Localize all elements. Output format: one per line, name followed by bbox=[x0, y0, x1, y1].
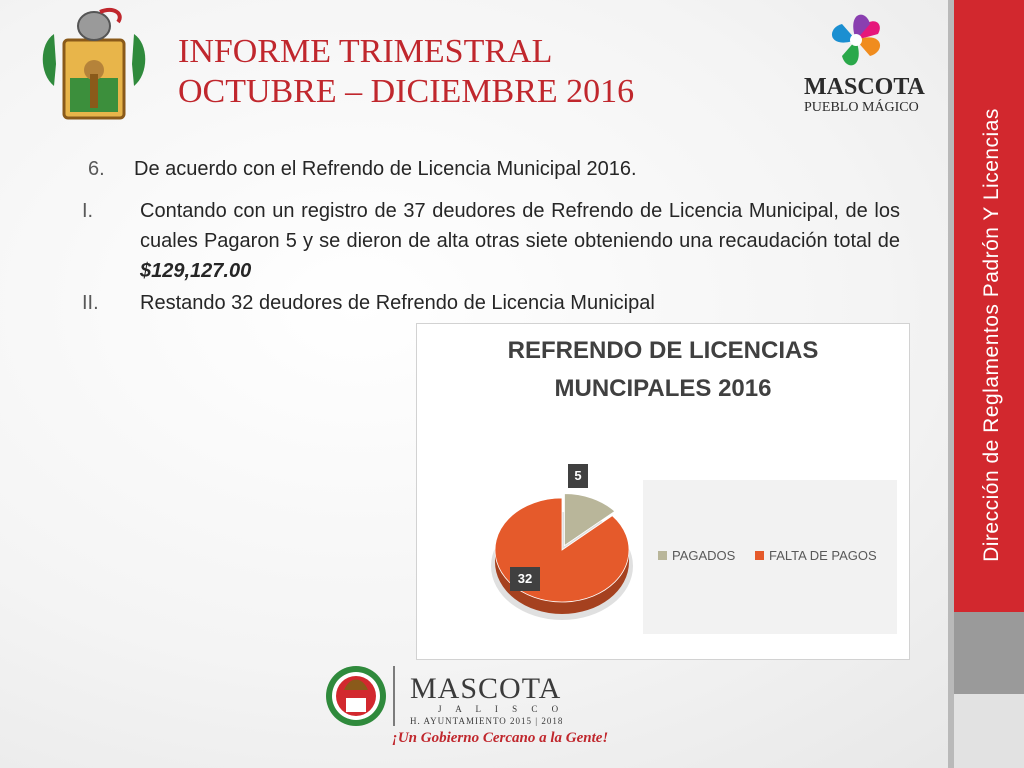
sidebar-edge bbox=[948, 0, 954, 768]
legend-swatch-falta-de-pagos bbox=[755, 551, 764, 560]
sidebar-label: Dirección de Reglamentos Padrón Y Licencias bbox=[980, 108, 1003, 562]
legend-item-falta-de-pagos bbox=[755, 548, 877, 563]
item-i-text bbox=[140, 196, 900, 286]
sidebar-light-band bbox=[948, 694, 1024, 768]
slide-title bbox=[178, 32, 698, 112]
legend-label-pagados: PAGADOS bbox=[672, 548, 736, 563]
item-6-text: De acuerdo con el Refrendo de Licencia Municipal 2016. bbox=[134, 158, 637, 180]
data-label-falta-de-pagos: 32 bbox=[510, 567, 540, 591]
pie-chart bbox=[416, 323, 910, 660]
item-i-amount: $129,127.00 bbox=[140, 260, 252, 282]
item-i-number: I. bbox=[82, 200, 94, 222]
legend-item-pagados bbox=[658, 548, 735, 563]
sidebar-grey-band bbox=[948, 612, 1024, 694]
coat-of-arms-logo bbox=[34, 4, 154, 128]
legend-swatch-pagados bbox=[658, 551, 667, 560]
pueblo-magico-logo-subtitle: PUEBLO MÁGICO bbox=[804, 100, 919, 115]
legend-label-falta-de-pagos: FALTA DE PAGOS bbox=[769, 548, 877, 563]
footer-name: MASCOTA bbox=[410, 672, 562, 705]
footer-tagline: ¡Un Gobierno Cercano a la Gente! bbox=[392, 730, 609, 746]
data-label-pagados: 5 bbox=[568, 464, 588, 488]
item-ii-text: Restando 32 deudores de Refrendo de Licencia Municipal bbox=[140, 292, 655, 314]
chart-title-line-2: MUNCIPALES 2016 bbox=[554, 375, 772, 402]
chart-title-line-1: REFRENDO DE LICENCIAS bbox=[507, 337, 819, 364]
sidebar bbox=[948, 0, 1024, 768]
pie-svg bbox=[417, 324, 909, 659]
item-ii-number: II. bbox=[82, 292, 99, 314]
title-line-1: INFORME TRIMESTRAL bbox=[178, 33, 553, 70]
title-line-2: OCTUBRE – DICIEMBRE 2016 bbox=[178, 73, 635, 110]
item-i-body: Contando con un registro de 37 deudores de Refrendo de Licencia Municipal, de los cuales Pagaron 5 y se dieron de alta otras siete obteniendo una recaudación total de bbox=[140, 200, 900, 252]
item-6-number: 6. bbox=[88, 158, 105, 180]
footer-council: H. AYUNTAMIENTO 2015 | 2018 bbox=[410, 716, 564, 726]
footer-state: J A L I S C O bbox=[438, 704, 565, 714]
pueblo-magico-logo-name: MASCOTA bbox=[804, 74, 925, 100]
